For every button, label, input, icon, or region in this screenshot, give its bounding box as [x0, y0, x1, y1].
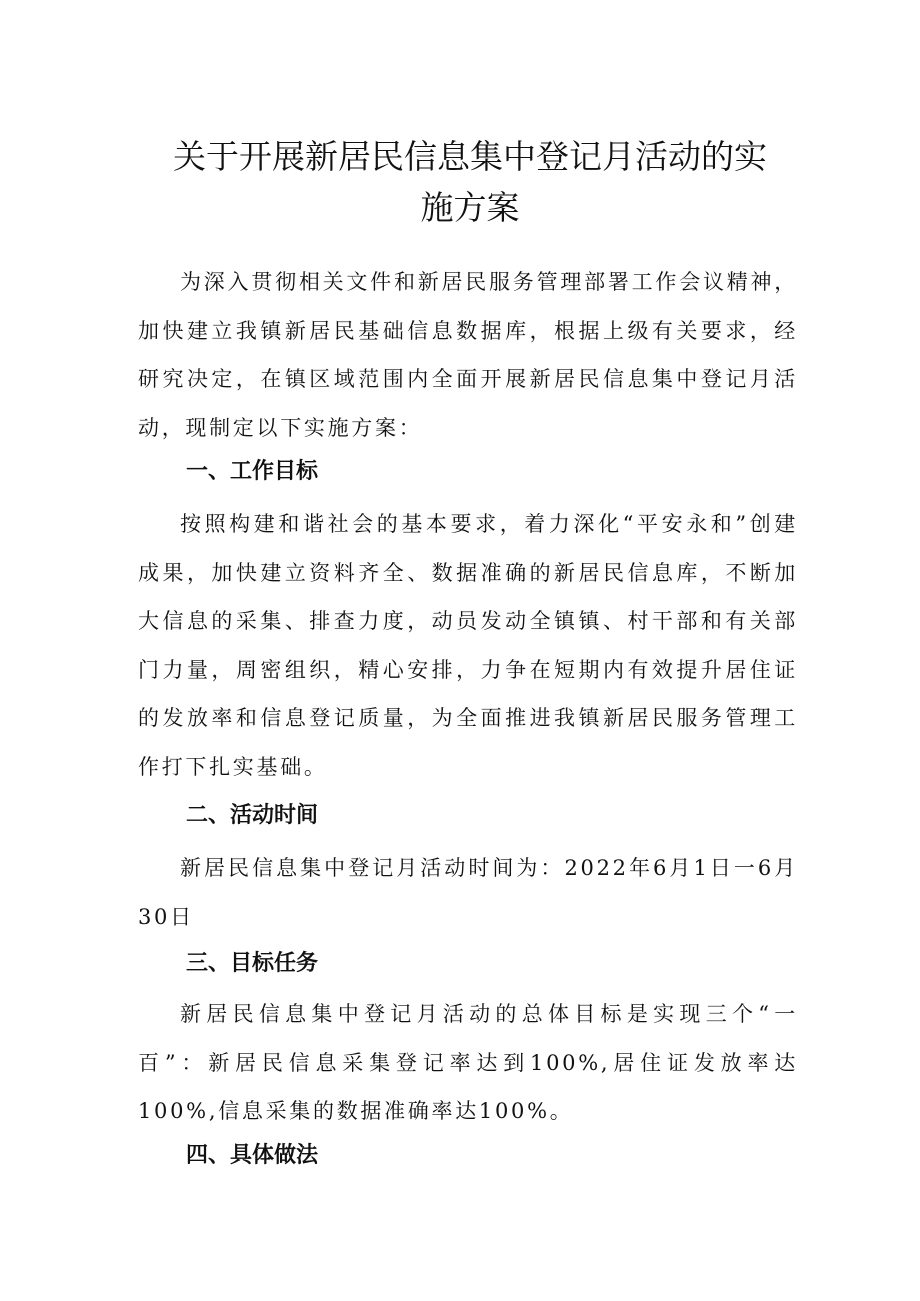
section-body-target-tasks: 新居民信息集中登记月活动的总体目标是实现三个“一百”：新居民信息采集登记率达到100%,居住证发放率达100%,信息采集的数据准确率达100%。: [138, 1002, 798, 1123]
section-heading-specific-methods: 四、具体做法: [186, 1143, 319, 1168]
document-title-line-1: 关于开展新居民信息集中登记月活动的实: [173, 137, 767, 176]
section-heading-activity-time: 二、活动时间: [186, 803, 319, 828]
section-body-work-goal: 按照构建和谐社会的基本要求，着力深化“平安永和”创建成果，加快建立资料齐全、数据准确的新居民信息库，不断加大信息的采集、排查力度，动员发动全镇镇、村干部和有关部门力量，周密组织，精心安排，力争在短期内有效提升居住证的发放率和信息登记质量，为全面推进我镇新居民服务管理工作打下扎实基础。: [138, 512, 798, 779]
intro-paragraph: 为深入贯彻相关文件和新居民服务管理部署工作会议精神，加快建立我镇新居民基础信息数据库，根据上级有关要求，经研究决定，在镇区域范围内全面开展新居民信息集中登记月活动，现制定以下实施方案：: [138, 270, 798, 440]
section-heading-work-goal: 一、工作目标: [186, 459, 319, 484]
document-title-line-2: 施方案: [420, 188, 520, 227]
section-heading-target-tasks: 三、目标任务: [186, 951, 319, 976]
section-body-activity-time: 新居民信息集中登记月活动时间为：2022年6月1日一6月30日: [138, 856, 798, 929]
